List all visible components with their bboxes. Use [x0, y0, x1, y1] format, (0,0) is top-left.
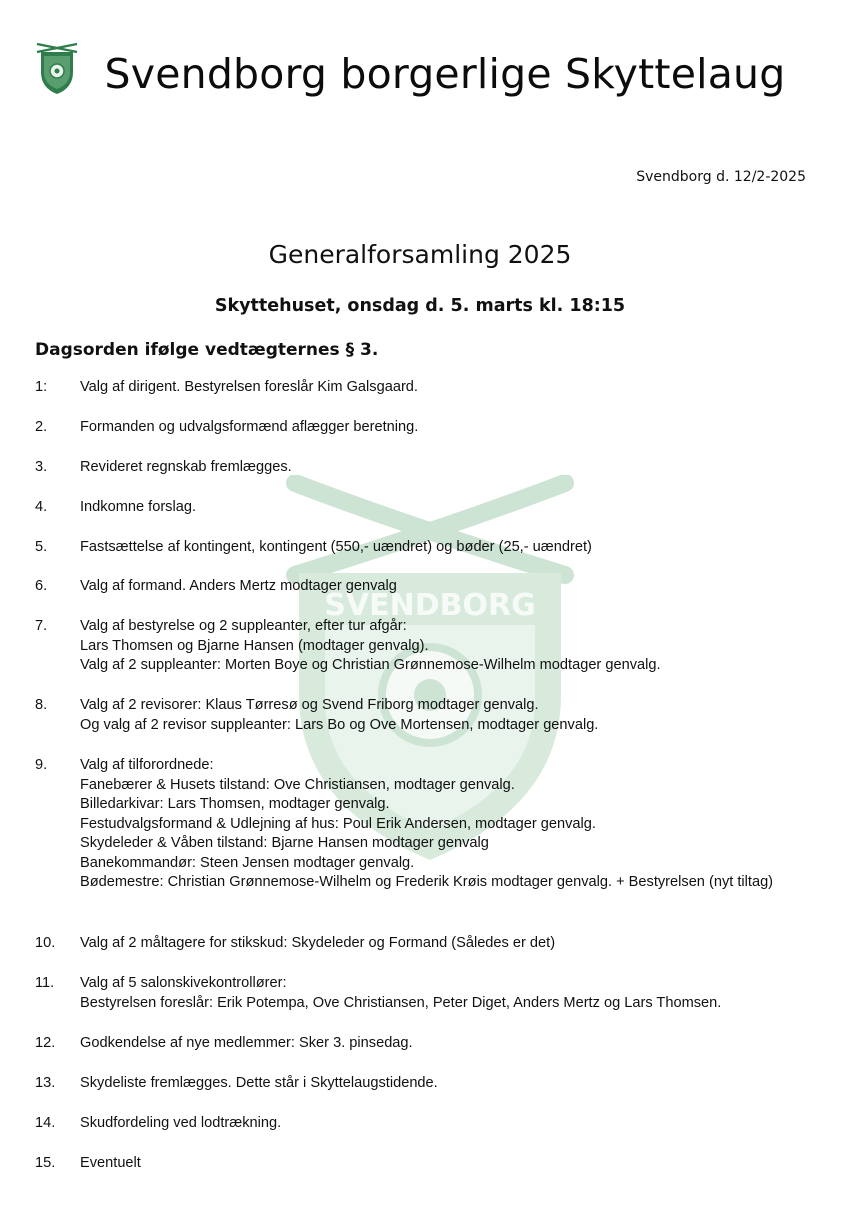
agenda-number: 1:: [35, 379, 48, 395]
agenda-number: 9.: [35, 757, 48, 773]
agenda-number: 6.: [35, 578, 48, 594]
agenda-number: 13.: [35, 1075, 56, 1091]
agenda-line: Valg af 5 salonskivekontrollører:: [80, 975, 287, 991]
agenda-number: 5.: [35, 539, 48, 555]
agenda-line: Valg af dirigent. Bestyrelsen foreslår Kim Galsgaard.: [80, 379, 418, 395]
agenda-line: Indkomne forslag.: [80, 499, 197, 515]
agenda-number: 12.: [35, 1035, 56, 1051]
agenda-line: Eventuelt: [80, 1155, 141, 1171]
agenda-line: Formanden og udvalgsformænd aflægger beretning.: [80, 419, 419, 435]
agenda-number: 15.: [35, 1155, 56, 1171]
agenda-line: Bødemestre: Christian Grønnemose-Wilhelm og Frederik Krøis modtager genvalg. + Bestyrelsen (nyt tiltag): [80, 874, 774, 890]
agenda-line: Valg af formand. Anders Mertz modtager genvalg: [80, 578, 397, 594]
agenda-number: 10.: [35, 935, 56, 951]
document-date: Svendborg d. 12/2-2025: [636, 169, 806, 185]
agenda-line: Valg af 2 revisorer: Klaus Tørresø og Svend Friborg modtager genvalg.: [80, 697, 539, 713]
agenda-line: Skudfordeling ved lodtrækning.: [80, 1115, 282, 1131]
agenda-line: Festudvalgsformand & Udlejning af hus: Poul Erik Andersen, modtager genvalg.: [80, 815, 596, 832]
agenda-heading: Dagsorden ifølge vedtægternes § 3.: [35, 340, 379, 360]
agenda-line: Revideret regnskab fremlægges.: [80, 459, 292, 475]
meeting-subtitle: Skyttehuset, onsdag d. 5. marts kl. 18:15: [214, 296, 626, 316]
agenda-number: 3.: [35, 459, 48, 475]
meeting-title: Generalforsamling 2025: [268, 240, 572, 269]
agenda-line: Banekommandør: Steen Jensen modtager genvalg.: [80, 854, 415, 871]
agenda-line: Valg af 2 måltagere for stikskud: Skydeleder og Formand (Således er det): [80, 935, 556, 951]
agenda-line: Valg af 2 suppleanter: Morten Boye og Christian Grønnemose-Wilhelm modtager genvalg.: [80, 657, 661, 673]
agenda-line: Skydeleder & Våben tilstand: Bjarne Hansen modtager genvalg: [80, 835, 489, 851]
agenda-line: Fastsættelse af kontingent, kontingent (550,- uændret) og bøder (25,- uændret): [80, 539, 592, 555]
agenda-number: 8.: [35, 697, 48, 713]
agenda-line: Valg af tilforordnede:: [80, 757, 214, 773]
agenda-line: Bestyrelsen foreslår: Erik Potempa, Ove Christiansen, Peter Diget, Anders Mertz og Lars Thomsen.: [80, 994, 722, 1011]
agenda-number: 14.: [35, 1115, 56, 1131]
agenda-line: Lars Thomsen og Bjarne Hansen (modtager genvalg).: [80, 637, 429, 654]
agenda-number: 7.: [35, 618, 48, 634]
agenda-line: Billedarkivar: Lars Thomsen, modtager genvalg.: [80, 796, 390, 812]
agenda-line: Godkendelse af nye medlemmer: Sker 3. pinsedag.: [80, 1035, 413, 1051]
agenda-line: Fanebærer & Husets tilstand: Ove Christiansen, modtager genvalg.: [80, 776, 515, 793]
watermark-text: SVENDBORG: [324, 588, 536, 623]
agenda-line: Og valg af 2 revisor suppleanter: Lars Bo og Ove Mortensen, modtager genvalg.: [80, 716, 599, 733]
agenda-line: Valg af bestyrelse og 2 suppleanter, efter tur afgår:: [80, 618, 407, 634]
agenda-number: 4.: [35, 499, 48, 515]
agenda-line: Skydeliste fremlægges. Dette står i Skyttelaugstidende.: [80, 1075, 438, 1091]
agenda-number: 11.: [35, 975, 55, 991]
club-title: Svendborg borgerlige Skyttelaug: [104, 50, 786, 98]
agenda-number: 2.: [35, 419, 48, 435]
